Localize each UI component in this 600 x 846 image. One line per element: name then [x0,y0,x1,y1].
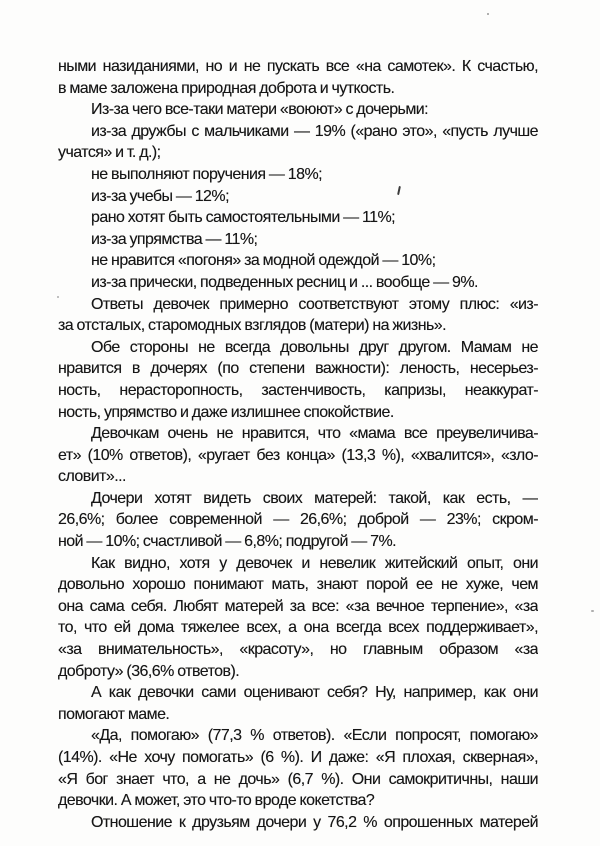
text-line: девочки. А может, это что-то вроде кокетства? [58,792,375,810]
text-line: Отношение к друзьям дочери у 76,2 % опрошенных матерей [91,813,538,831]
text-line: Дочери хотят видеть своих матерей: такой, как есть, — [91,489,538,507]
text-line: 26,6%; более современной — 26,6%; доброй — 23%; скром- [58,511,538,529]
text-line: Из-за чего все-таки матери «воюют» с дочерьми: [91,101,429,119]
ink-speck [57,296,59,298]
paragraph [58,423,538,488]
paragraph [58,488,538,553]
text-line: Обе стороны не всегда довольны друг другом. Мамам не [91,338,538,356]
text-line: она сама себя. Любят матерей за все: «за вечное терпение», «за [58,597,538,615]
text-line: то, что ей дома тяжелее всех, а она всегда всех поддерживает», [58,619,538,637]
text-line: «Да, помогаю» (77,3 % ответов). «Если попросят, помогаю» [91,727,538,745]
text-line: ной — 10%; счастливой — 6,8%; подругой — 7%. [58,533,397,551]
text-line: (14%). «Не хочу помогать» (6 %). И даже: «Я плохая, скверная», [58,749,538,766]
paragraph [58,553,538,683]
text-line: Ответы девочек примерно соответствуют этому плюс: «из- [91,295,538,313]
page-text-block [58,56,538,833]
text-line: не выполняют поручения — 18%; [91,165,323,183]
text-line: учатся» и т. д.); [58,144,161,162]
paragraph [58,99,538,121]
ink-speck [591,610,594,612]
paragraph [58,272,538,294]
paragraph [58,250,538,272]
paragraph [58,294,538,337]
text-line: рано хотят быть самостоятельными — 11%; [91,209,396,227]
text-line: Девочкам очень не нравится, что «мама все преувеличива- [91,425,538,443]
paragraph [58,229,538,251]
text-line: ность, нерасторопность, застенчивость, капризы, неаккурат- [58,381,538,399]
text-line: из-за дружбы с мальчиками — 19% («рано это», «пусть лучше [91,122,538,140]
paragraph [58,725,538,811]
text-line: доброту» (36,6% ответов). [58,662,240,680]
paragraph [58,56,538,99]
paragraph [58,682,538,725]
ink-speck [487,13,489,15]
text-line: «за внимательность», «красоту», но главным образом «за [58,641,538,659]
text-line: из-за прически, подведенных ресниц и ... вообще — 9%. [91,273,478,291]
paragraph [58,121,538,164]
text-line: словит»... [58,468,126,486]
text-line: из-за учебы — 12%; [91,187,229,205]
text-line: не нравится «погоня» за модной одеждой — 10%; [91,252,436,270]
text-line: в маме заложена природная доброта и чуткость. [58,79,395,97]
text-line: нравится в дочерях (по степени важности): леность, несерьез- [58,360,538,378]
text-line: Как видно, хотя у девочек и невелик житейский опыт, они [91,554,538,572]
text-line: «Я бог знает что, а не дочь» (6,7 %). Они самокритичны, наши [58,770,538,788]
text-line: ет» (10% ответов), «ругает без конца» (13,3 %), «хвалится», «зло- [58,446,538,464]
text-line: довольно хорошо понимают мать, знают порой ее не хуже, чем [58,576,538,594]
paragraph [58,812,538,834]
text-line: помогают маме. [58,705,170,723]
text-line: А как девочки сами оценивают себя? Ну, например, как они [91,684,538,702]
paragraph [58,337,538,423]
paragraph [58,186,538,208]
text-line: ными назиданиями, но и не пускать все «на самотек». К счастью, [58,58,538,75]
text-line: за отсталых, старомодных взглядов (матери) на жизнь». [58,317,447,335]
paragraph [58,164,538,186]
text-line: ность, упрямство и даже излишнее спокойствие. [58,403,394,421]
paragraph [58,207,538,229]
text-line: из-за упрямства — 11%; [91,230,258,248]
